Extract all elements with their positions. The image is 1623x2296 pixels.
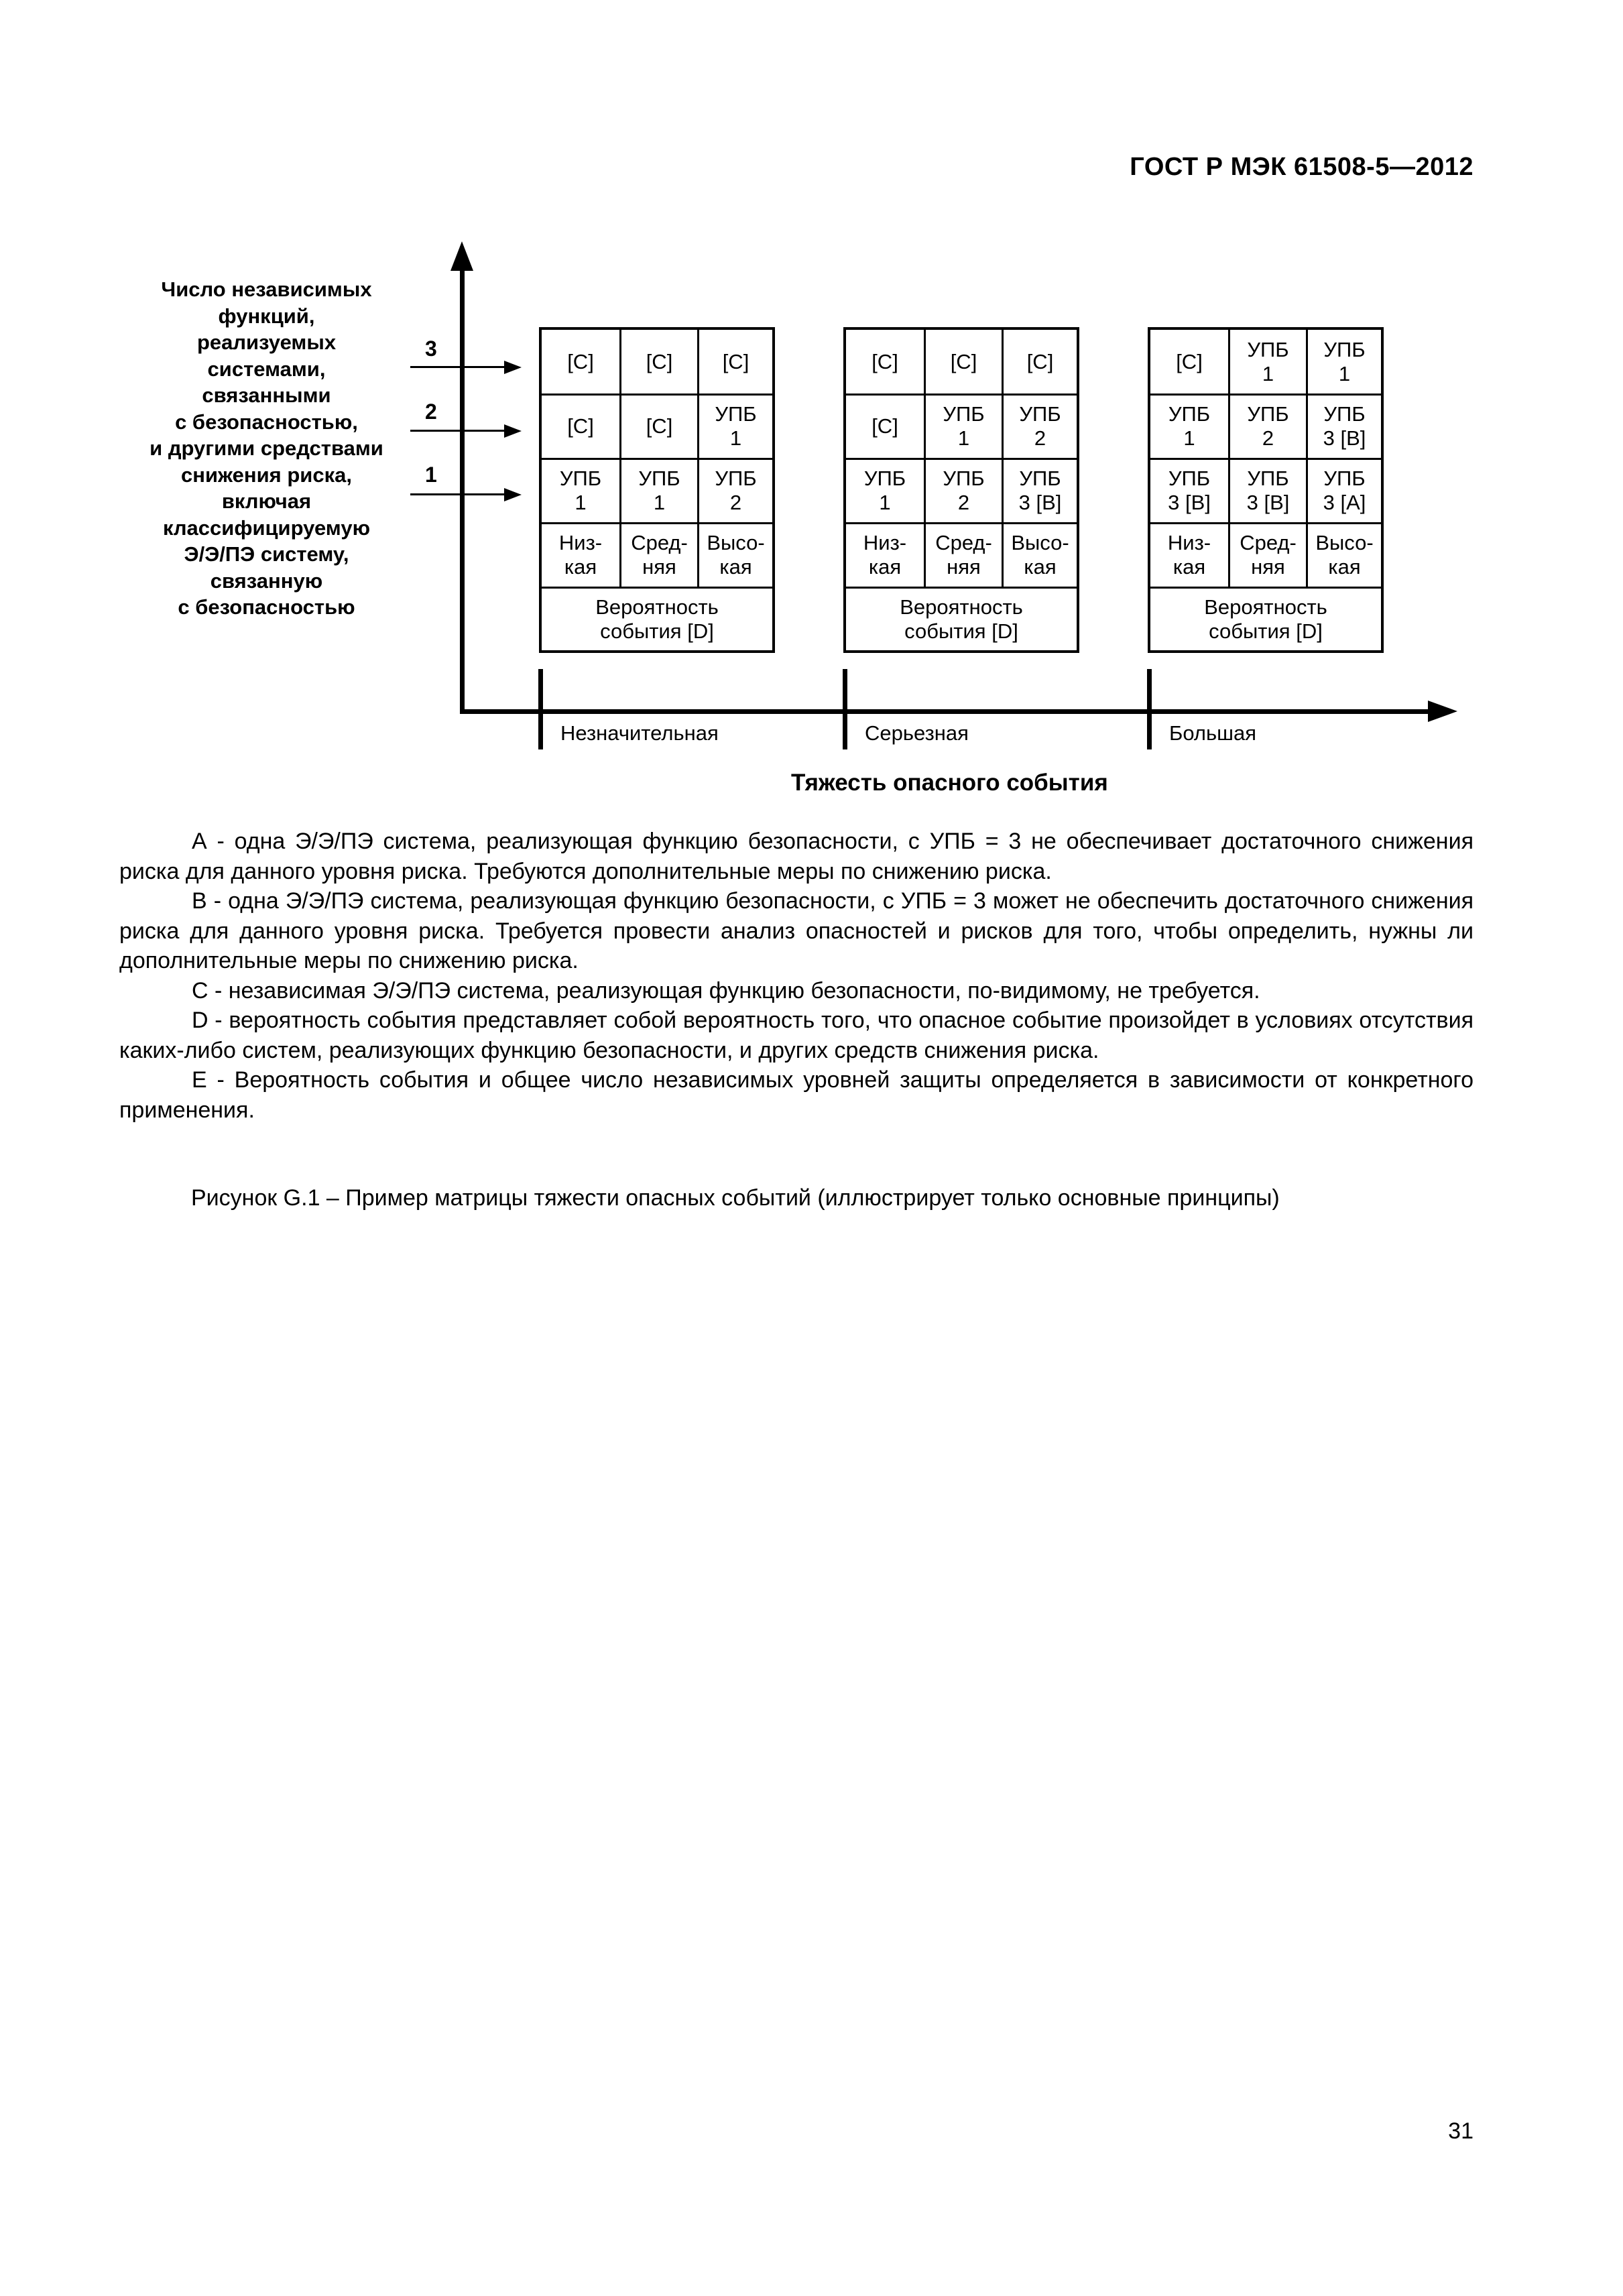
cell-text: УПБ 1 xyxy=(715,402,757,450)
level-1-arrowhead xyxy=(504,488,522,501)
level-1-arrow-line xyxy=(410,493,508,495)
y-axis-label-line: реализуемых xyxy=(196,330,337,354)
y-axis-label-line: Число независимых xyxy=(161,278,372,301)
cell-text: [C] xyxy=(871,349,898,373)
probability-label xyxy=(1150,589,1381,650)
matrix-cell xyxy=(1306,394,1381,458)
y-axis-label-line: включая xyxy=(221,489,312,513)
level-label-3: 3 xyxy=(425,337,437,361)
level-label-2: 2 xyxy=(425,400,437,424)
matrix-row xyxy=(542,459,772,524)
matrix-cell xyxy=(846,394,924,458)
matrix-cell xyxy=(697,330,772,394)
cell-text: [C] xyxy=(1176,349,1203,373)
cell-text: Сред- няя xyxy=(1240,530,1297,579)
cell-text: [C] xyxy=(567,414,594,438)
cell-text: УПБ 3 [B] xyxy=(1246,466,1290,514)
cell-text: [C] xyxy=(871,414,898,438)
probability-label-text: Вероятность события [D] xyxy=(900,595,1023,643)
matrix-cell xyxy=(619,394,697,458)
probability-cell xyxy=(1306,523,1381,587)
y-axis-label-line: системами, xyxy=(207,357,326,381)
matrix-cell xyxy=(1150,330,1228,394)
level-label-1: 1 xyxy=(425,463,437,487)
probability-label xyxy=(846,589,1077,650)
probability-cell xyxy=(1002,523,1077,587)
matrix-cell xyxy=(1228,459,1306,522)
probability-label-text: Вероятность события [D] xyxy=(1204,595,1327,643)
severity-label-negligible: Незначительная xyxy=(560,721,719,745)
cell-text: УПБ 2 xyxy=(1247,402,1289,450)
cell-text: Сред- няя xyxy=(935,530,992,579)
matrix-cell xyxy=(1150,459,1228,522)
probability-cell xyxy=(1150,523,1228,587)
matrix-serious xyxy=(843,327,1079,653)
matrix-negligible xyxy=(539,327,775,653)
figure-notes xyxy=(119,827,1474,1125)
matrix-cell xyxy=(1002,330,1077,394)
cell-text: УПБ 1 xyxy=(863,466,906,514)
matrix-cell xyxy=(697,459,772,522)
y-axis-label-line: классифицируемую xyxy=(162,516,371,540)
severity-tick-2 xyxy=(843,669,847,749)
cell-text: [C] xyxy=(567,349,594,373)
cell-text: Низ- кая xyxy=(558,530,603,579)
probability-row xyxy=(542,523,772,589)
y-axis-line xyxy=(460,267,465,711)
matrix-cell xyxy=(846,330,924,394)
level-2-arrowhead xyxy=(504,424,522,438)
matrix-cell xyxy=(619,459,697,522)
matrix-cell xyxy=(846,459,924,522)
cell-text: Высо- кая xyxy=(707,530,765,579)
cell-text: [C] xyxy=(722,349,749,373)
y-axis-label-line: и другими средствами xyxy=(149,436,383,460)
probability-label-text: Вероятность события [D] xyxy=(595,595,719,643)
cell-text: УПБ 1 xyxy=(559,466,602,514)
page-number: 31 xyxy=(1448,2118,1474,2144)
matrix-row xyxy=(846,394,1077,460)
cell-text: УПБ 2 xyxy=(1019,402,1061,450)
cell-text: УПБ 1 xyxy=(943,402,985,450)
note-e: Е - Вероятность события и общее число независимых уровней защиты определяется в зависимости от конкретного применения. xyxy=(119,1067,1474,1123)
cell-text: [C] xyxy=(646,414,673,438)
cell-text: УПБ 2 xyxy=(943,466,985,514)
cell-text: УПБ 1 xyxy=(1323,337,1366,385)
y-axis-label-line: снижения риска, xyxy=(181,463,352,487)
x-axis-line xyxy=(460,709,1439,714)
y-axis-label-line: с безопасностью xyxy=(178,595,355,619)
cell-text: [C] xyxy=(646,349,673,373)
y-axis-label-line: Э/Э/ПЭ систему, xyxy=(184,542,349,566)
y-axis-label-line: с безопасностью, xyxy=(175,410,358,434)
probability-cell xyxy=(846,523,924,587)
matrix-cell xyxy=(697,394,772,458)
matrix-row xyxy=(846,459,1077,524)
probability-cell xyxy=(697,523,772,587)
severity-label-major: Большая xyxy=(1169,721,1257,745)
cell-text: УПБ 3 [B] xyxy=(1168,466,1211,514)
matrix-cell xyxy=(542,394,619,458)
matrix-cell xyxy=(542,330,619,394)
note-b: В - одна Э/Э/ПЭ система, реализующая функцию безопасности, с УПБ = 3 может не обеспечить достаточного снижения риска для данного уровня риска. Требуется провести анализ опасностей и рисков для того, чтобы определить, нужны ли дополнительные меры по снижению риска. xyxy=(119,888,1474,973)
y-axis-label-line: связанными xyxy=(202,383,331,407)
cell-text: [C] xyxy=(1026,349,1054,373)
severity-label-serious: Серьезная xyxy=(865,721,969,745)
matrix-row xyxy=(542,330,772,396)
cell-text: Высо- кая xyxy=(1315,530,1374,579)
cell-text: УПБ 1 xyxy=(1168,402,1211,450)
matrix-major xyxy=(1148,327,1384,653)
probability-row xyxy=(1150,523,1381,589)
document-header: ГОСТ Р МЭК 61508-5—2012 xyxy=(1130,153,1474,181)
matrix-cell xyxy=(1306,459,1381,522)
cell-text: УПБ 3 [B] xyxy=(1018,466,1062,514)
cell-text: Низ- кая xyxy=(863,530,907,579)
cell-text: УПБ 3 [B] xyxy=(1323,402,1366,450)
cell-text: [C] xyxy=(950,349,977,373)
probability-cell xyxy=(542,523,619,587)
matrix-cell xyxy=(1150,394,1228,458)
cell-text: Сред- няя xyxy=(631,530,688,579)
cell-text: УПБ 3 [A] xyxy=(1323,466,1366,514)
level-2-arrow-line xyxy=(410,430,508,432)
y-axis-label-line: функций, xyxy=(218,304,315,328)
level-3-arrow-line xyxy=(410,366,508,368)
note-d: D - вероятность события представляет собой вероятность того, что опасное событие произойдет в условиях отсутствия каких-либо систем, реализующих функцию безопасности, и других средств снижения риска. xyxy=(119,1008,1474,1063)
y-axis-label xyxy=(107,276,426,621)
x-axis-arrowhead xyxy=(1428,701,1457,722)
probability-cell xyxy=(1228,523,1306,587)
severity-tick-3 xyxy=(1147,669,1152,749)
figure-caption: Рисунок G.1 – Пример матрицы тяжести опасных событий (иллюстрирует только основные принципы) xyxy=(191,1185,1280,1211)
matrix-row xyxy=(846,330,1077,396)
matrix-cell xyxy=(542,459,619,522)
matrix-cell xyxy=(924,330,1002,394)
cell-text: Низ- кая xyxy=(1167,530,1211,579)
matrix-row xyxy=(1150,394,1381,460)
probability-row xyxy=(846,523,1077,589)
cell-text: УПБ 1 xyxy=(638,466,680,514)
matrix-cell xyxy=(1228,330,1306,394)
matrix-row xyxy=(1150,459,1381,524)
matrix-cell xyxy=(619,330,697,394)
note-c: С - независимая Э/Э/ПЭ система, реализующая функцию безопасности, по-видимому, не требуется. xyxy=(192,977,1260,1004)
cell-text: УПБ 1 xyxy=(1247,337,1289,385)
severity-tick-1 xyxy=(538,669,543,749)
level-3-arrowhead xyxy=(504,361,522,374)
matrix-row xyxy=(542,394,772,460)
note-a: А - одна Э/Э/ПЭ система, реализующая функцию безопасности, с УПБ = 3 не обеспечивает достаточного снижения риска для данного уровня риска. Требуются дополнительные меры по снижению риска. xyxy=(119,829,1474,884)
x-axis-title: Тяжесть опасного события xyxy=(791,770,1108,796)
matrix-cell xyxy=(1002,459,1077,522)
probability-label xyxy=(542,589,772,650)
cell-text: УПБ 2 xyxy=(715,466,757,514)
matrix-cell xyxy=(924,394,1002,458)
matrix-row xyxy=(1150,330,1381,396)
probability-cell xyxy=(924,523,1002,587)
matrix-cell xyxy=(924,459,1002,522)
probability-cell xyxy=(619,523,697,587)
y-axis-label-line: связанную xyxy=(210,568,323,593)
cell-text: Высо- кая xyxy=(1011,530,1069,579)
matrix-cell xyxy=(1228,394,1306,458)
matrix-cell xyxy=(1306,330,1381,394)
matrix-cell xyxy=(1002,394,1077,458)
